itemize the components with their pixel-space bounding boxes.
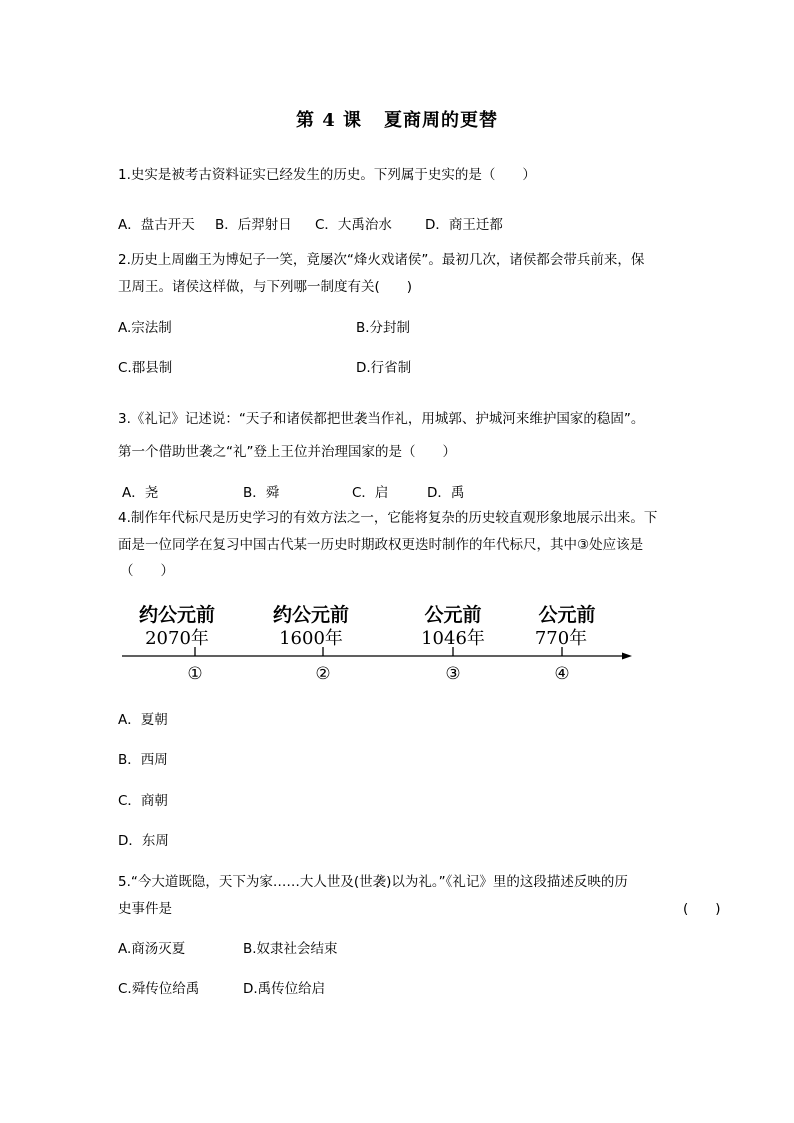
- q4-stem-line1: 4.制作年代标尺是历史学习的有效方法之一，它能将复杂的历史较直观形象地展示出来。下: [118, 510, 658, 526]
- timeline-marker-4: ④: [554, 664, 570, 684]
- lesson-number: 第 4 课: [295, 110, 363, 131]
- q3-stem-line1: 3.《礼记》记述说：“天子和诸侯都把世袭当作礼，用城郭、护城河来维护国家的稳固”。: [118, 411, 645, 427]
- timeline-label-top-4: 公元前: [538, 604, 596, 626]
- q1-option-a: A．盘古开天: [118, 217, 195, 233]
- q3-option-a: A．尧: [122, 485, 159, 501]
- q5-answer-blank: ( ): [683, 901, 721, 917]
- timeline-label-top-2: 约公元前: [272, 604, 350, 626]
- q4-stem-line2: 面是一位同学在复习中国古代某一历史时期政权更迭时制作的年代标尺，其中③处应该是: [118, 537, 644, 553]
- q2-option-d: D.行省制: [356, 360, 412, 376]
- timeline-label-bottom-3: 1046年: [421, 628, 485, 649]
- timeline-label-bottom-1: 2070年: [145, 628, 209, 649]
- q5-option-d: D.禹传位给启: [243, 981, 326, 997]
- q4-option-d: D．东周: [118, 833, 169, 849]
- timeline-arrow-icon: [622, 653, 632, 660]
- timeline-label-top-1: 约公元前: [138, 604, 216, 626]
- q2-stem-line1: 2.历史上周幽王为博妃子一笑，竟屡次“烽火戏诸侯”。最初几次，诸侯都会带兵前来，保: [118, 252, 645, 268]
- q5-stem-line1: 5.“今大道既隐，天下为家……大人世及(世袭)以为礼。”《礼记》里的这段描述反映的历: [118, 874, 628, 890]
- q5-option-b: B.奴隶社会结束: [243, 941, 338, 957]
- q2-option-c: C.郡县制: [118, 360, 173, 376]
- q2-option-a: A.宗法制: [118, 320, 172, 336]
- lesson-name: 夏商周的更替: [384, 110, 499, 131]
- q3-option-d: D．禹: [427, 485, 465, 501]
- timeline-marker-3: ③: [445, 664, 461, 684]
- page-title: [0, 106, 794, 132]
- q1-stem: 1.史实是被考古资料证实已经发生的历史。下列属于史实的是（ ）: [118, 167, 536, 183]
- q4-stem-line3: （ ）: [120, 563, 174, 579]
- year-timeline: [118, 598, 638, 688]
- q4-option-c: C．商朝: [118, 793, 168, 809]
- q5-stem-line2: 史事件是: [118, 901, 172, 917]
- q3-option-b: B．舜: [243, 485, 280, 501]
- q1-option-b: B．后羿射日: [215, 217, 292, 233]
- q1-option-c: C．大禹治水: [315, 217, 392, 233]
- q2-stem-line2: 卫周王。诸侯这样做，与下列哪一制度有关( ): [118, 279, 413, 295]
- q3-option-c: C．启: [352, 485, 389, 501]
- q3-stem-line2: 第一个借助世袭之“礼”登上王位并治理国家的是（ ）: [118, 444, 456, 460]
- timeline-marker-2: ②: [315, 664, 331, 684]
- q2-option-b: B.分封制: [356, 320, 411, 336]
- q5-option-c: C.舜传位给禹: [118, 981, 200, 997]
- q1-option-d: D．商王迁都: [425, 217, 503, 233]
- timeline-label-bottom-4: 770年: [534, 628, 588, 649]
- timeline-label-top-3: 公元前: [424, 604, 482, 626]
- timeline-label-bottom-2: 1600年: [279, 628, 343, 649]
- q5-option-a: A.商汤灭夏: [118, 941, 186, 957]
- q4-option-b: B．西周: [118, 752, 168, 768]
- timeline-marker-1: ①: [187, 664, 203, 684]
- q4-option-a: A．夏朝: [118, 712, 168, 728]
